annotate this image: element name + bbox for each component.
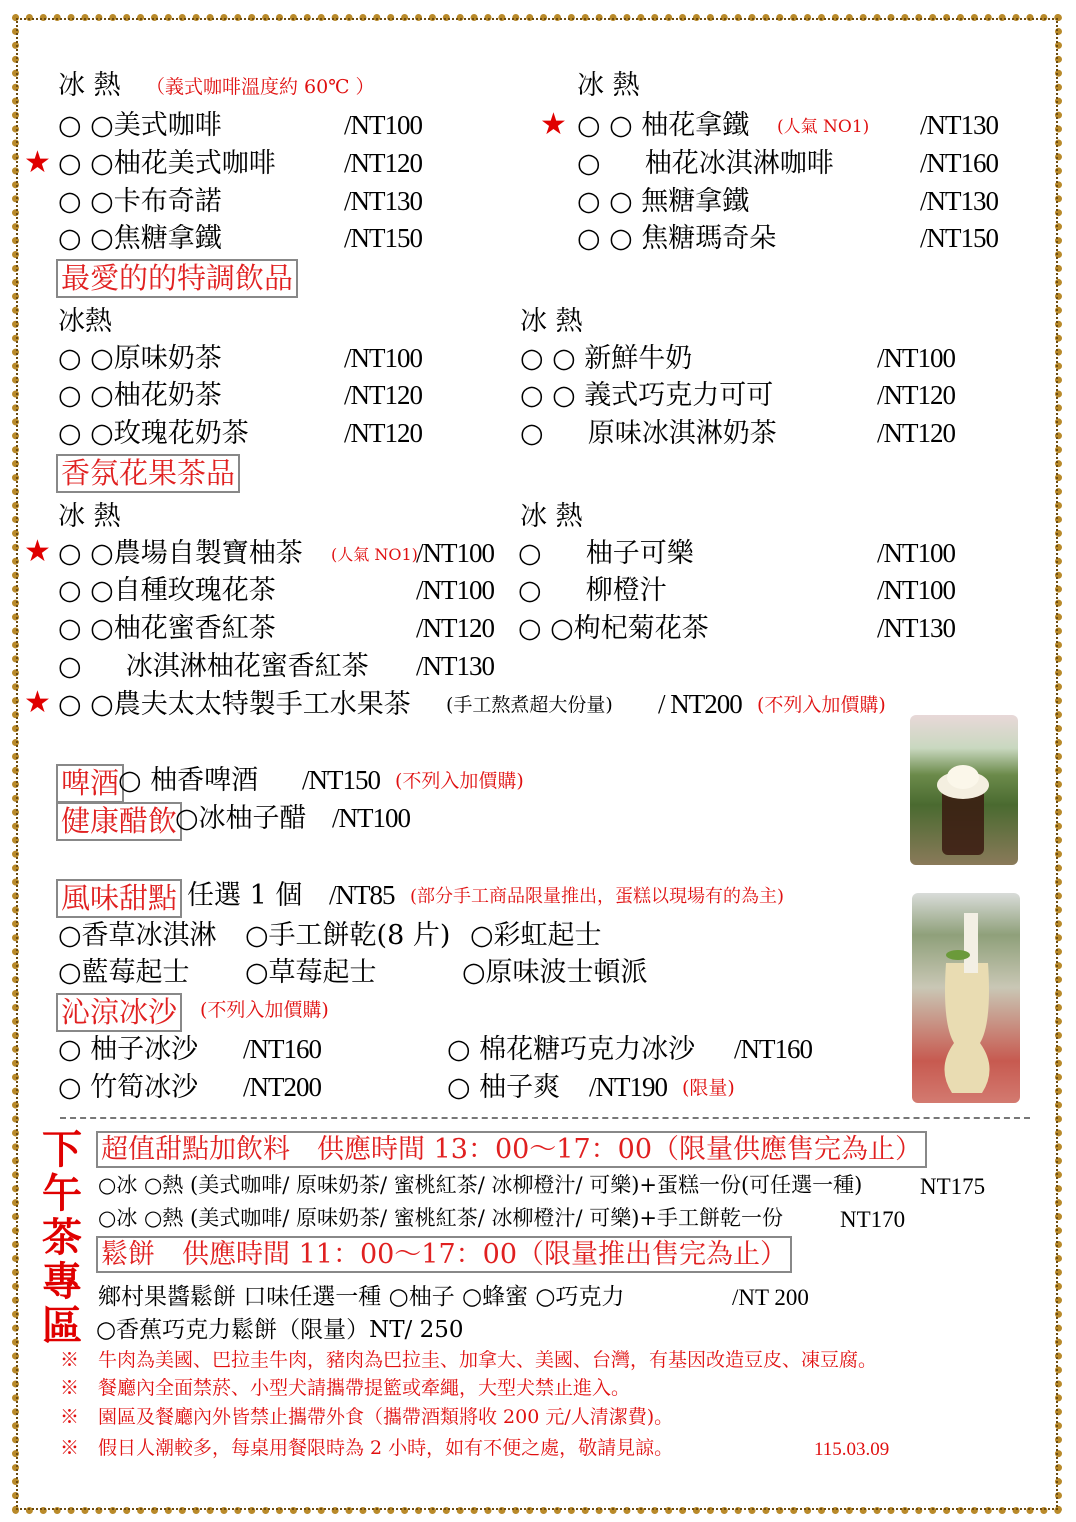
menu-item: ○ ○ 無糖拿鐵 [577,186,750,217]
menu-price: /NT150 [920,223,998,253]
menu-note: (手工熬煮超大份量) [446,694,613,716]
menu-item: ○ ○焦糖拿鐵 [58,223,222,254]
menu-item: ○ 柚花冰淇淋咖啡 [577,148,834,179]
menu-item: ○ 原味冰淇淋奶茶 [520,418,777,449]
menu-item: ○ 柳橙汁 [518,575,667,606]
menu-price: /NT130 [877,613,955,643]
section-title-beer: 啤酒 [56,764,124,803]
coffee-header-right: 冰 熱 [577,70,640,101]
afternoon-vertical-title: 下 午 茶 專 區 [42,1127,82,1349]
menu-item: ○ ○ 柚花拿鐵 [577,110,750,141]
menu-item: ○ ○柚花蜜香紅茶 [58,613,276,644]
menu-price: /NT200 [243,1072,321,1102]
note-line: ※ 牛肉為美國、巴拉圭牛肉，豬肉為巴拉圭、加拿大、美國、台灣，有基因改造豆皮、凍豆腐。 [60,1349,878,1371]
menu-price: /NT130 [344,186,422,216]
menu-item: ○ 冰淇淋柚花蜜香紅茶 [58,651,369,682]
dessert-choose: 任選 1 個 [187,880,303,911]
star-icon: ★ [24,685,51,720]
menu-item: ○ 柚子可樂 [518,538,694,569]
menu-price: /NT160 [734,1034,812,1064]
menu-note: (不列入加價購) [757,694,886,716]
menu-item: ○ 竹筍冰沙 [58,1072,199,1103]
smoothie-photo [912,893,1020,1103]
menu-item: ○ ○枸杞菊花茶 [518,613,709,644]
menu-item: ○ 柚子冰沙 [58,1034,199,1065]
note-line: ※ 園區及餐廳內外皆禁止攜帶外食（攜帶酒類將收 200 元/人清潔費)。 [60,1406,674,1428]
menu-item: ○ ○卡布奇諾 [58,186,222,217]
menu-item: ○ 棉花糖巧克力冰沙 [447,1034,696,1065]
menu-price: /NT100 [877,575,955,605]
menu-item: ○ ○美式咖啡 [58,110,222,141]
tea-header-right: 冰 熱 [520,501,583,532]
menu-note: (人氣 NO1) [777,117,870,137]
dessert-option: ○草莓起士 [245,957,377,988]
combo-price: NT175 [920,1174,986,1199]
star-icon: ★ [24,534,51,569]
menu-item: ○ ○ 新鮮牛奶 [520,343,693,374]
menu-price: /NT130 [920,110,998,140]
menu-price: /NT150 [344,223,422,253]
menu-item: ○冰柚子醋 [175,803,307,834]
menu-price: /NT190 [589,1072,667,1102]
coffee-header-left: 冰 熱 [58,70,121,101]
menu-price: /NT100 [344,343,422,373]
coffee-temp-note: （義式咖啡溫度約 60℃ ） [146,76,375,98]
tea-header-left: 冰 熱 [58,501,121,532]
smoothie-illustration [912,893,1020,1103]
combo-price: NT170 [840,1207,906,1232]
drink-photo [910,715,1018,865]
dessert-option: ○手工餅乾(8 片) [245,920,451,951]
menu-price: /NT120 [877,380,955,410]
menu-item: ○ ○玫瑰花奶茶 [58,418,249,449]
menu-price: /NT160 [243,1034,321,1064]
waffle-price: /NT 200 [732,1285,809,1310]
float-drink-illustration [910,715,1018,865]
menu-item: ○ ○柚花美式咖啡 [58,148,276,179]
dessert-option: ○香草冰淇淋 [58,920,217,951]
menu-item: ○ ○原味奶茶 [58,343,222,374]
menu-price: /NT120 [416,613,494,643]
menu-note: (人氣 NO1) [331,545,418,564]
menu-item: ○ ○ 義式巧克力可可 [520,380,774,411]
waffle-item: 鄉村果醬鬆餅 口味任選一種 ○柚子 ○蜂蜜 ○巧克力 [98,1284,625,1310]
menu-price: /NT150 [302,765,380,795]
section-title-tea: 香氛花果茶品 [56,454,240,493]
menu-price: /NT100 [877,538,955,568]
special-header-right: 冰 熱 [520,306,583,337]
menu-price: /NT130 [416,651,494,681]
combo-title: 超值甜點加飲料 供應時間 13：00～17：00（限量供應售完為止） [96,1131,927,1168]
menu-price: /NT100 [332,803,410,833]
menu-price: /NT100 [416,538,494,568]
waffle-title: 鬆餅 供應時間 11：00～17：00（限量推出售完為止） [96,1236,792,1273]
section-title-vinegar: 健康醋飲 [56,802,182,841]
menu-item: ○ ○ 焦糖瑪奇朵 [577,223,777,254]
menu-price: / NT200 [658,689,742,719]
menu-item: ○ 柚香啤酒 [118,765,259,796]
menu-note: (不列入加價購) [395,770,524,792]
menu-note: (不列入加價購) [200,999,329,1021]
menu-item: ○ ○自種玫瑰花茶 [58,575,276,606]
dessert-option: ○原味波士頓派 [462,957,648,988]
star-icon: ★ [24,145,51,180]
section-divider [60,1117,1030,1119]
waffle-item: ○香蕉巧克力鬆餅（限量）NT/ 250 [96,1317,464,1343]
note-line: ※ 假日人潮較多，每桌用餐限時為 2 小時，如有不便之處，敬請見諒。 [60,1437,674,1459]
section-title-smoothie: 沁涼冰沙 [56,993,182,1032]
section-title-special: 最愛的的特調飲品 [56,259,298,298]
combo-item: ○冰 ○熱 (美式咖啡/ 原味奶茶/ 蜜桃紅茶/ 冰柳橙汁/ 可樂)+蛋糕一份(可任選一種) [98,1173,863,1197]
section-title-dessert: 風味甜點 [56,879,182,918]
menu-price: /NT120 [344,380,422,410]
menu-item: ○ ○農夫太太特製手工水果茶 [58,689,411,720]
menu-item: ○ ○柚花奶茶 [58,380,222,411]
menu-note: (部分手工商品限量推出，蛋糕以現場有的為主) [410,886,785,907]
menu-price: /NT160 [920,148,998,178]
menu-price: /NT100 [877,343,955,373]
dessert-option: ○彩虹起士 [470,920,602,951]
menu-price: /NT100 [344,110,422,140]
menu-price: /NT120 [344,418,422,448]
menu-item: ○ 柚子爽 [447,1072,561,1103]
menu-item: ○ ○農場自製寶柚茶 [58,538,303,569]
star-icon: ★ [540,107,567,142]
menu-price: /NT120 [344,148,422,178]
dessert-option: ○藍莓起士 [58,957,190,988]
combo-item: ○冰 ○熱 (美式咖啡/ 原味奶茶/ 蜜桃紅茶/ 冰柳橙汁/ 可樂)+手工餅乾一份 [98,1206,783,1230]
menu-price: /NT120 [877,418,955,448]
note-line: ※ 餐廳內全面禁菸、小型犬請攜帶提籃或牽繩，大型犬禁止進入。 [60,1377,631,1399]
menu-note: (限量) [682,1077,735,1099]
menu-date: 115.03.09 [814,1439,890,1460]
special-header-left: 冰熱 [58,306,112,337]
menu-price: /NT100 [416,575,494,605]
menu-price: /NT130 [920,186,998,216]
menu-price: /NT85 [329,880,395,910]
